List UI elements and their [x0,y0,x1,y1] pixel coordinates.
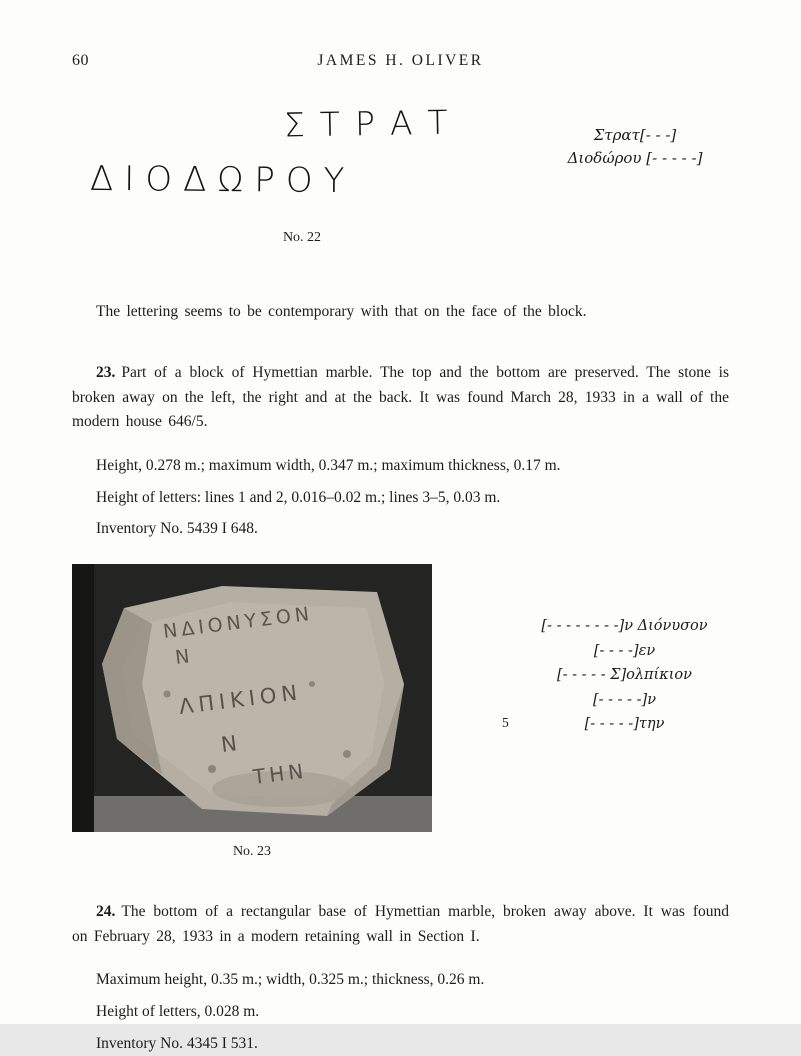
entry-23-measurements [96,453,729,542]
photo-left-shadow [72,564,94,832]
inscription-photo [72,564,432,832]
entry-23-number: 23. [96,363,116,381]
stone-letters-line-2: Ν [173,645,191,669]
entry-23-text: Part of a block of Hymettian marble. The top and the bottom are preserved. The stone is broken away on the left, the right and at the back. It was found March 28, 1933 in a wall of the modern house 646/5. [72,363,729,431]
transcription-line: Στρατ[- - -] [593,126,677,144]
entry-24-number: 24. [96,902,116,920]
page-header [72,52,729,76]
transcription-line [502,712,729,737]
no-22-transcription [540,124,730,171]
entry-23-description [72,361,729,435]
figure-no-23-row [72,564,729,832]
transcription-text: [- - - - - Σ]ολπίκιον [557,667,692,684]
transcription-line: Διοδώρου [- - - - -] [567,149,703,168]
measurement-line: Inventory No. 4345 I 531. [96,1034,258,1052]
figure-no-22 [72,102,729,274]
stone-letters-line-5: ΤΗΝ [251,758,309,789]
measurement-line: Inventory No. 5439 I 648. [96,520,258,538]
measurement-line: Height, 0.278 m.; maximum width, 0.347 m.; maximum thickness, 0.17 m. [96,457,561,475]
facsimile-drawing-line-2: ΔΙΟΔΩΡΟΥ [89,158,356,202]
facsimile-drawing-line-1: ΣΤΡΑΤ [283,102,463,145]
note-paragraph: The lettering seems to be contemporary with that on the face of the block. [96,303,587,320]
transcription-line [520,663,729,688]
transcription-line [520,688,729,713]
entry-24-description [72,900,729,950]
stone-letters-line-3: ΛΠΙΚΙΟΝ [177,679,304,719]
transcription-line [520,639,729,664]
running-head: JAMES H. OLIVER [317,52,484,69]
transcription-text: [- - - - - - - -]ν Διόνυσον [541,617,708,634]
entry-24-measurements [96,967,729,1056]
figure-caption: No. 23 [232,843,272,859]
stone-pock [343,750,351,758]
stone-letters-line-4: Ν [219,731,239,757]
measurement-line: Height of letters: lines 1 and 2, 0.016–0.02 m.; lines 3–5, 0.03 m. [96,488,501,506]
entry-24-text: The bottom of a rectangular base of Hymettian marble, broken away above. It was found on February 28, 1933 in a modern retaining wall in Section I. [72,902,729,945]
transcription-line [520,614,729,639]
transcription-text: [- - - -]εν [593,642,656,659]
page-number: 60 [72,52,89,69]
no-23-transcription [502,614,729,832]
measurement-line: Maximum height, 0.35 m.; width, 0.325 m.; thickness, 0.26 m. [96,971,485,989]
stone-pock [309,681,315,687]
stone-pock [208,765,216,773]
transcription-text: [- - - - -]την [584,716,665,733]
stone-letters-line-1: ΝΔΙΟΝΥΣΟΝ [161,602,315,643]
stone-photo-svg [72,564,432,832]
stone-pock [164,690,171,697]
transcription-text: [- - - - -]ν [592,691,657,708]
figure-caption: No. 22 [282,230,322,245]
line-number: 5 [502,715,509,731]
measurement-line: Height of letters, 0.028 m. [96,1003,260,1021]
